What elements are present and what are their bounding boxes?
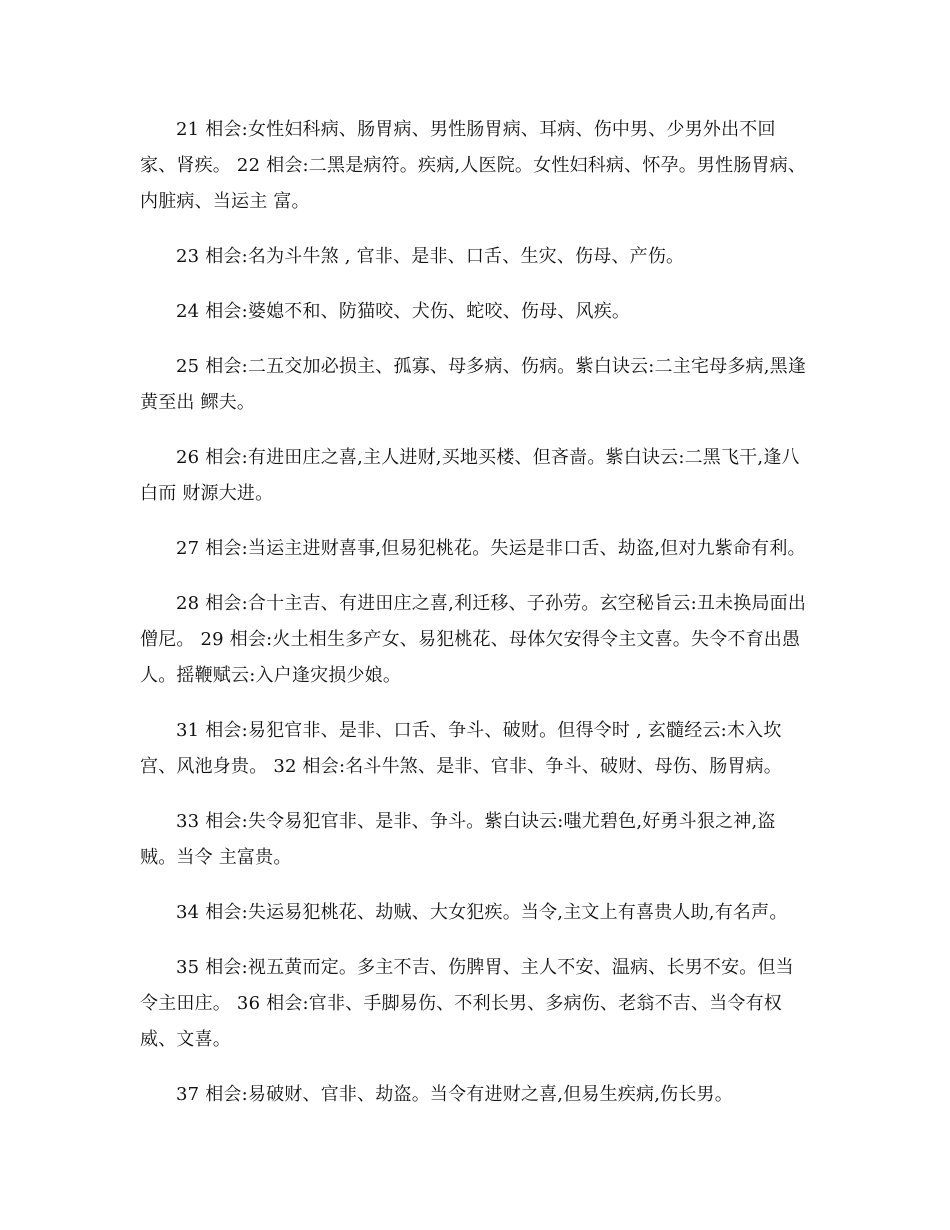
paragraph-31-32: 31 相会:易犯官非、是非、口舌、争斗、破财。但得令时 , 玄髓经云:木入坎宫、风池身贵。 32 相会:名斗牛煞、是非、官非、争斗、破财、母伤、肠胃病。 [140, 720, 783, 777]
document-body [140, 112, 810, 1132]
paragraph-26: 26 相会:有进田庄之喜,主人进财,买地买楼、但吝啬。紫白诀云:二黑飞干,逢八白而 财源大进。 [140, 447, 800, 504]
paragraph-23: 23 相会:名为斗牛煞 , 官非、是非、口舌、生灾、伤母、产伤。 [176, 246, 685, 267]
paragraph-37: 37 相会:易破财、官非、劫盗。当令有进财之喜,但易生疾病,伤长男。 [176, 1084, 733, 1105]
paragraph-34: 34 相会:失运易犯桃花、劫贼、大女犯疾。当令,主文上有喜贵人助,有名声。 [176, 902, 788, 923]
paragraph-27: 27 相会:当运主进财喜事,但易犯桃花。失运是非口舌、劫盗,但对九紫命有利。 [176, 538, 806, 559]
paragraph-33: 33 相会:失令易犯官非、是非、争斗。紫白诀云:嗤尤碧色,好勇斗狠之神,盗贼。当令 主富贵。 [140, 811, 776, 868]
paragraph-21-22: 21 相会:女性妇科病、肠胃病、男性肠胃病、耳病、伤中男、少男外出不回家、肾疾。 22 相会:二黑是病符。疾病,人医院。女性妇科病、怀孕。男性肠胃病、内脏病、当运主 富。 [140, 119, 807, 212]
paragraph-35-36: 35 相会:视五黄而定。多主不吉、伤脾胃、主人不安、温病、长男不安。但当令主田庄。 36 相会:官非、手脚易伤、不利长男、多病伤、老翁不吉、当令有权威、文喜。 [140, 957, 794, 1050]
paragraph-28-29: 28 相会:合十主吉、有进田庄之喜,利迁移、子孙劳。玄空秘旨云:丑未换局面出僧尼。 29 相会:火土相生多产女、易犯桃花、母体欠安得令主文喜。失令不育出愚人。摇鞭赋云:入户逢灾损少娘。 [140, 593, 807, 686]
paragraph-25: 25 相会:二五交加必损主、孤寡、母多病、伤病。紫白诀云:二主宅母多病,黑逢黄至出 鳏夫。 [140, 356, 807, 413]
paragraph-24: 24 相会:婆媳不和、防猫咬、犬伤、蛇咬、伤母、风疾。 [176, 301, 631, 322]
